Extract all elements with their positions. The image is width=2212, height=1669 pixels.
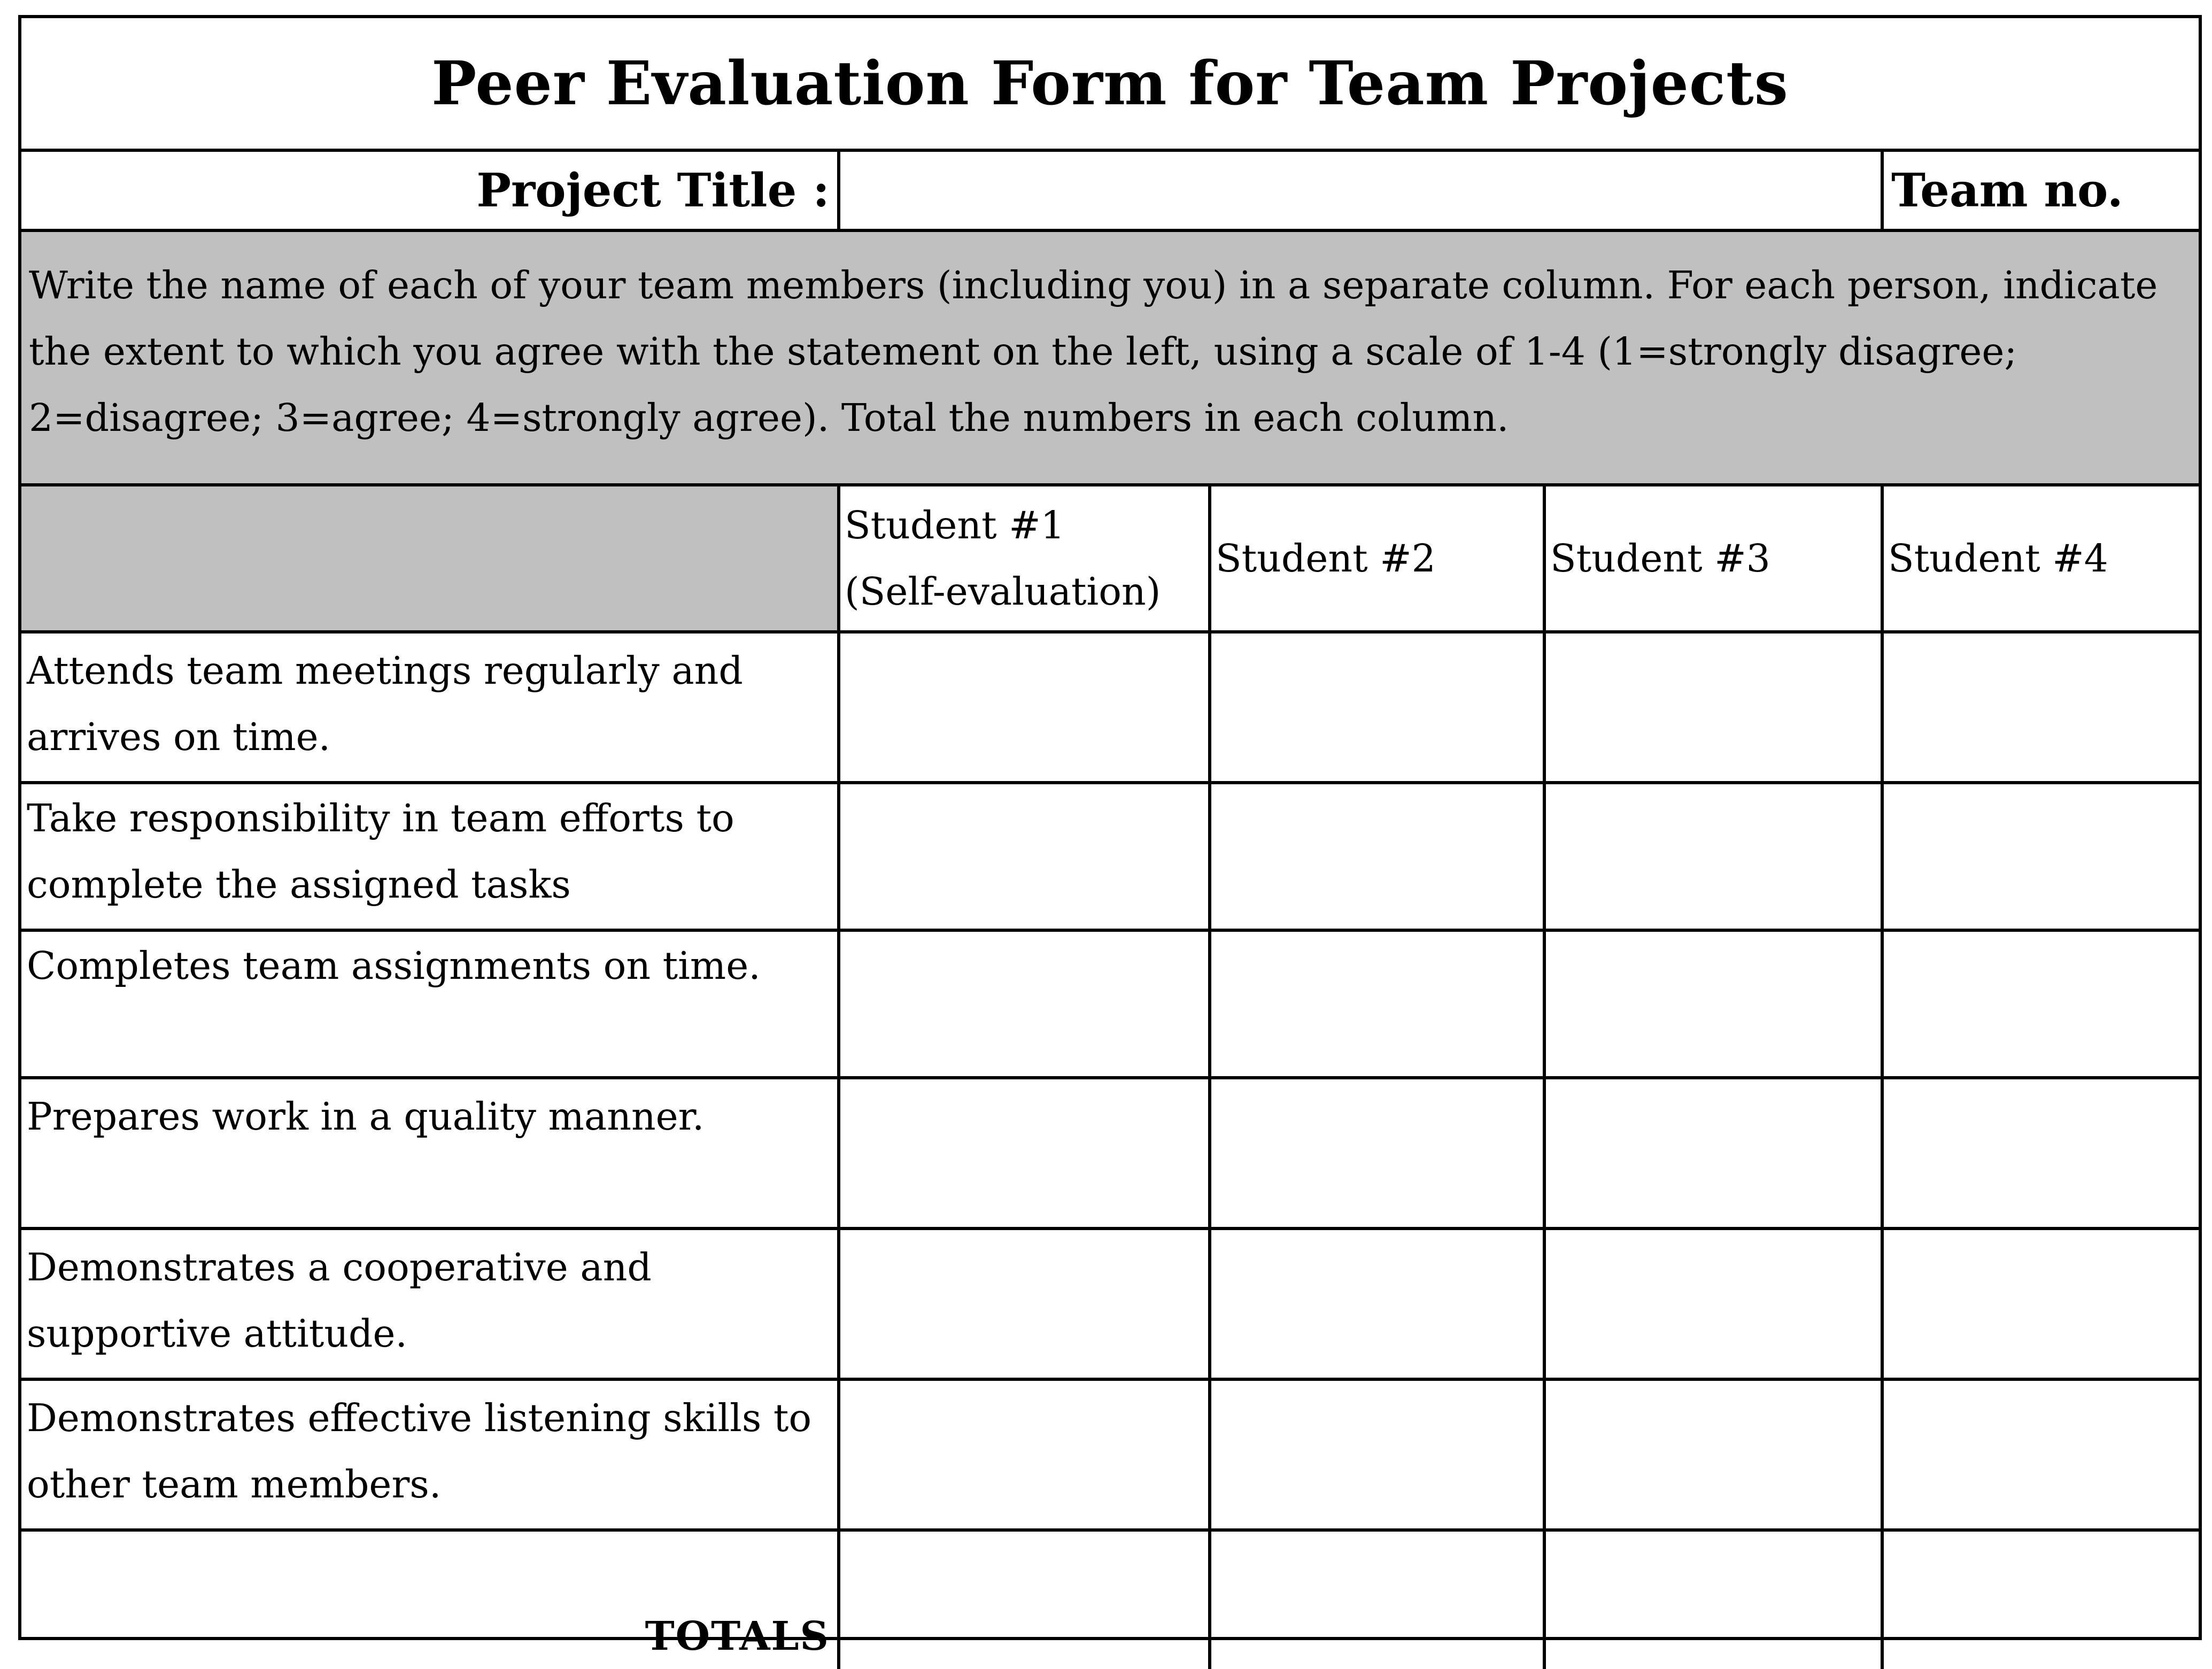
column-header-row bbox=[21, 486, 2199, 633]
project-title-label: Project Title : bbox=[21, 152, 840, 229]
score-cell[interactable] bbox=[1881, 1230, 2199, 1378]
criterion-row bbox=[21, 929, 2199, 1079]
instructions-text: Write the name of each of your team members (including you) in a separate column. For each person, indicate the extent to which you agree with the statement on the left, using a scale of 1-4 (1=strongly disagree; 2=disagree; 3=agree; 4=strongly agree). Total the numbers in each column. bbox=[29, 263, 2158, 440]
criterion-label: Prepares work in a quality manner. bbox=[21, 1079, 840, 1227]
score-cell[interactable] bbox=[1543, 633, 1884, 781]
criterion-row bbox=[21, 781, 2199, 932]
score-cell[interactable] bbox=[837, 1079, 1211, 1227]
team-no-label[interactable]: Team no. bbox=[1891, 163, 2123, 218]
project-row bbox=[21, 152, 2199, 232]
criterion-label: Take responsibility in team efforts to complete the assigned tasks bbox=[21, 781, 840, 929]
score-cell[interactable] bbox=[1208, 929, 1546, 1076]
score-cell[interactable] bbox=[1208, 1230, 1546, 1378]
student-1-header[interactable] bbox=[837, 486, 1211, 630]
totals-label: TOTALS bbox=[21, 1532, 840, 1669]
criterion-row bbox=[21, 633, 2199, 784]
score-cell[interactable] bbox=[1543, 781, 1884, 929]
criterion-label: Completes team assignments on time. bbox=[21, 929, 840, 1076]
score-cell[interactable] bbox=[1208, 781, 1546, 929]
criteria-header-blank bbox=[21, 486, 840, 630]
criterion-label: Demonstrates a cooperative and supportive attitude. bbox=[21, 1230, 840, 1378]
score-cell[interactable] bbox=[837, 929, 1211, 1076]
student-4-header[interactable] bbox=[1881, 486, 2199, 630]
student-1-label: Student #1 bbox=[845, 503, 1065, 547]
score-cell[interactable] bbox=[1208, 633, 1546, 781]
criterion-row bbox=[21, 1079, 2199, 1230]
instructions-row bbox=[21, 232, 2199, 486]
criterion-row bbox=[21, 1230, 2199, 1381]
title-row bbox=[21, 18, 2199, 152]
score-cell[interactable] bbox=[1543, 1381, 1884, 1528]
total-cell[interactable] bbox=[837, 1532, 1211, 1669]
score-cell[interactable] bbox=[1543, 1079, 1884, 1227]
score-cell[interactable] bbox=[1881, 929, 2199, 1076]
student-4-label: Student #4 bbox=[1888, 536, 2108, 581]
score-cell[interactable] bbox=[837, 781, 1211, 929]
project-title-field[interactable] bbox=[837, 152, 1884, 229]
score-cell[interactable] bbox=[1208, 1381, 1546, 1528]
score-cell[interactable] bbox=[1881, 1381, 2199, 1528]
peer-evaluation-form bbox=[18, 15, 2202, 1659]
criterion-label: Attends team meetings regularly and arrives on time. bbox=[21, 633, 840, 781]
score-cell[interactable] bbox=[1208, 1079, 1546, 1227]
score-cell[interactable] bbox=[1543, 1230, 1884, 1378]
score-cell[interactable] bbox=[1881, 633, 2199, 781]
score-cell[interactable] bbox=[837, 633, 1211, 781]
total-cell[interactable] bbox=[1208, 1532, 1546, 1669]
student-2-header[interactable] bbox=[1208, 486, 1546, 630]
criterion-label: Demonstrates effective listening skills to other team members. bbox=[21, 1381, 840, 1528]
student-1-sublabel: (Self-evaluation) bbox=[845, 569, 1161, 614]
student-3-header[interactable] bbox=[1543, 486, 1884, 630]
student-3-label: Student #3 bbox=[1550, 536, 1770, 581]
form-title: Peer Evaluation Form for Team Projects bbox=[431, 48, 1789, 119]
criterion-row bbox=[21, 1381, 2199, 1532]
score-cell[interactable] bbox=[1543, 929, 1884, 1076]
total-cell[interactable] bbox=[1881, 1532, 2199, 1669]
score-cell[interactable] bbox=[1881, 781, 2199, 929]
score-cell[interactable] bbox=[1881, 1079, 2199, 1227]
totals-row bbox=[21, 1532, 2199, 1669]
score-cell[interactable] bbox=[837, 1381, 1211, 1528]
score-cell[interactable] bbox=[837, 1230, 1211, 1378]
student-2-label: Student #2 bbox=[1216, 536, 1436, 581]
total-cell[interactable] bbox=[1543, 1532, 1884, 1669]
